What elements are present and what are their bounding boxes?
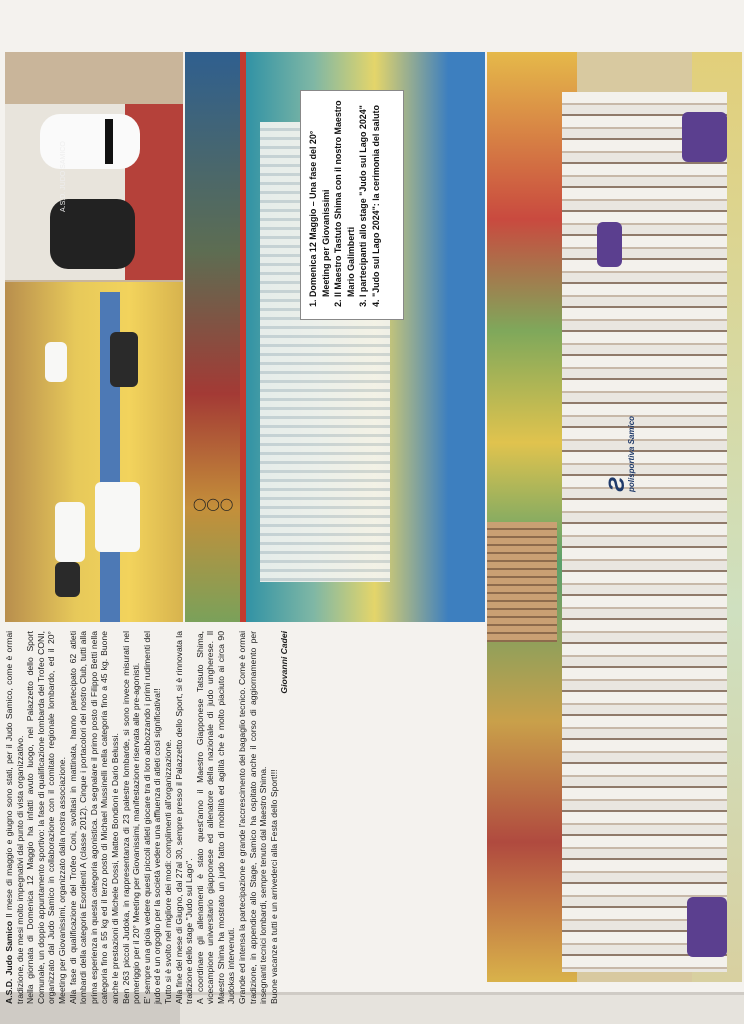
coach-in-purple	[597, 222, 622, 267]
logo-mark-icon: Ƨ	[604, 477, 629, 492]
article-paragraph: Alla fase di qualificazione del Trofeo Coni, svoltasi in mattinata, hanno partecipato 62 atleti lombardi della categoria Esordienti A (classe 2012). Cinque i portacolori del nostro Club, tutti alla prima esperienza in questa categoria agonistica. Da segnalare il primo posto di Filippo Betti nella categoria fino a 55 kg ed il terzo posto di Michael Mussinelli nella categoria fino a 45 kg. Buone anche le prestazioni di Michele Dossi, Matteo Bondioni e Dario Belussi.	[67, 631, 120, 1004]
judoka-figure	[45, 342, 67, 382]
gym-wall	[185, 52, 240, 622]
article-paragraph: Il mese di maggio e giugno sono stati, per il Judo Samico, come è ormai tradizione, due mesi molto impegnativi dal punto di vista organizzativo.	[4, 630, 25, 1004]
judoka-figure	[95, 482, 140, 552]
photo-inset-masters	[5, 104, 183, 280]
photo-meeting-and-masters	[5, 52, 183, 622]
article-lead	[4, 631, 25, 1004]
polisportiva-logo	[604, 412, 647, 492]
coach-in-purple	[682, 112, 727, 162]
photo-group-ceremony	[487, 52, 742, 982]
article-paragraph: E' sempre una gioia vedere questi piccoli atleti giocare tra di loro abbozzando i primi rudimenti del judo ed è un orgoglio per la società vedere una affluenza di atleti così significativa!!	[141, 631, 163, 1004]
logo-line1: polisportiva	[627, 446, 636, 492]
article-paragraph: Ben 263 piccoli Judoka, in rappresentanza di 23 palestre lombarde, si sono invece misurati nel pomeriggio per il 20° Meeting per Giovanissimi, manifestazione riservata alle pre-agonisti.	[120, 631, 142, 1004]
article-text-column	[0, 625, 290, 1010]
article-paragraph: Alla fine del mese di Giugno, dal 27al 30, sempre presso il Palazzetto dello Sport, si è rinnovata la tradizione dello stage "Judo sul Lago".	[173, 631, 195, 1004]
spectator-figure	[55, 562, 80, 597]
group-of-judoka	[562, 92, 727, 972]
article-paragraph: A coordinare gli allenamenti è stato quest'anno il Maestro Giapponese Tatsuto Shima, vicecampione universitario giapponese ed allenatore della nazionale di judo ungherese. Il Maestro Shima ha mostrato un judo fatto di mobilità ed agilità che è molto piaciuto ai circa 90 Judokas intervenuti.	[194, 631, 237, 1004]
mat-red-border	[240, 52, 246, 622]
article-paragraph: Buone vacanze a tutti e un arrivederci alla Festa dello Sport!!!	[268, 769, 279, 1004]
article-org: A.S.D. Judo Samico	[4, 921, 14, 1004]
caption-item: 3. I partecipanti allo stage "Judo sul Lago 2024"	[357, 99, 370, 297]
article-paragraph: Nella giornata di Domenica 12 Maggio ha infatti avuto luogo, nel Palazzetto dello Sport Comunale, un doppio appuntamento sportivo: la fase di qualificazione lombarda del Trofeo CONI, organizzato dal Judo Samico in collaborazione con il comitato regionale lombardo, ed il 20° Meeting per Giovanissimi, organizzato dalla nostra associazione.	[25, 631, 67, 1004]
referee-figure	[110, 332, 138, 387]
judoka-figure	[55, 502, 85, 562]
article-paragraph: Tutto si è svolto nel migliore dei modi: complimenti all'organizzazione.	[162, 739, 173, 1004]
logo-line2: Samico	[627, 415, 636, 445]
caption-list	[307, 99, 382, 311]
article-paragraph: Grande ed intensa la partecipazione e grande l'accrescimento del bagaglio tecnico. Come è ormai tradizione, in appendice allo Stage, Samico ha ospitato anche il corso di aggiornamento per insegnanti tecnici lombardi, sempre tenuto dal Maestro Shima.	[237, 631, 269, 1004]
coach-in-purple	[687, 897, 727, 957]
caption-item: 4. "Judo sul Lago 2024": la cerimonia del saluto	[370, 99, 383, 297]
wall-bars	[487, 522, 557, 642]
caption-item: 2. Il Maestro Tastuto Shima con il nostro Maestro Mario Galimberti	[332, 99, 357, 297]
article-signature: Giovanni Cadei	[279, 631, 290, 694]
olympic-rings-icon: ◯◯◯	[193, 497, 234, 511]
photo-caption-box	[300, 90, 404, 320]
jacket-logo-text: A.S.D. JUDO SAMICO	[60, 141, 67, 212]
master-in-white-gi	[40, 114, 140, 169]
black-belt	[105, 119, 113, 164]
caption-item: 1. Domenica 12 Maggio – Una fase del 20° Meeting per Giovanissimi	[307, 99, 332, 297]
photo-judoka-group	[35, 302, 145, 602]
